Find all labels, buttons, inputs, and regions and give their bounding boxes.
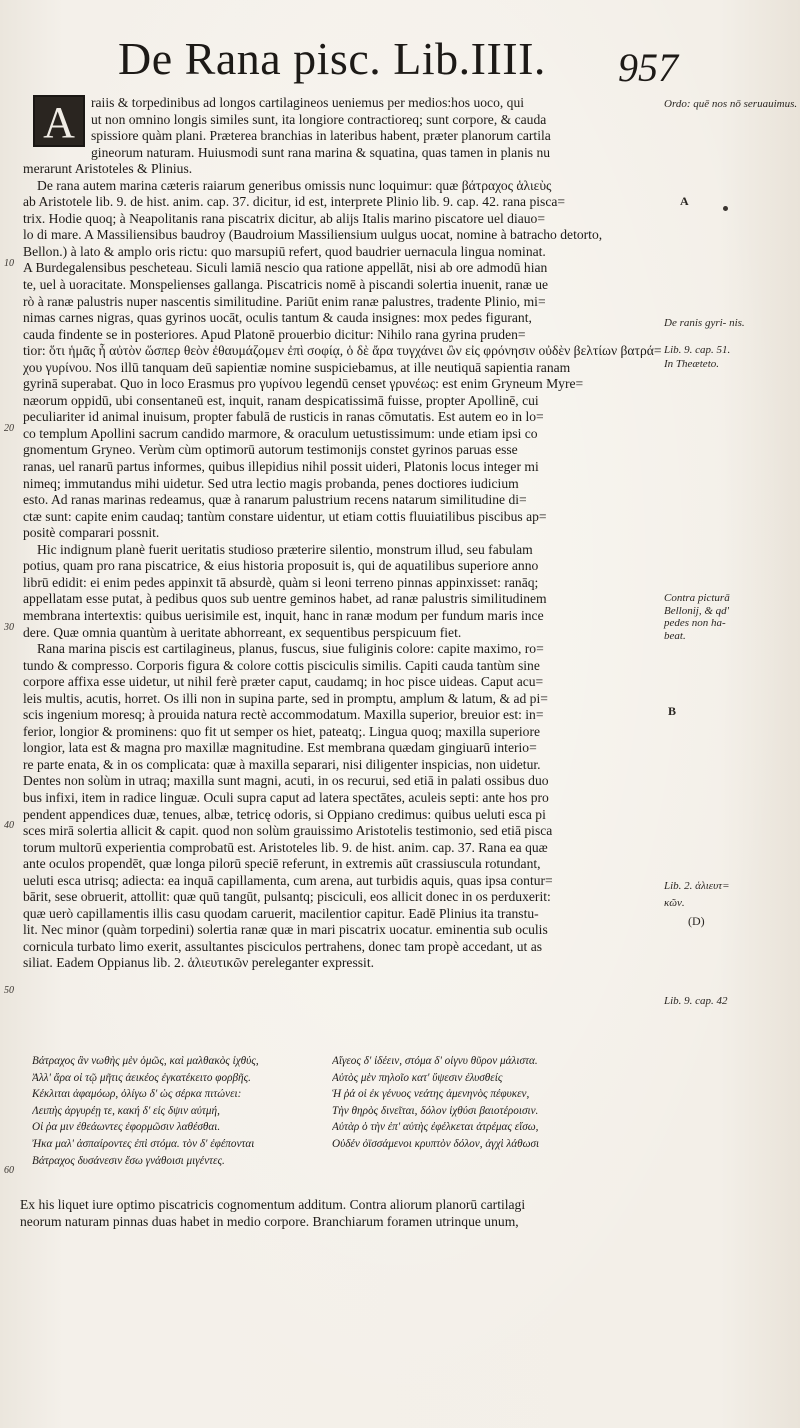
text-line: ab Aristotele lib. 9. de hist. anim. cap. 37. dicitur, id est, interprete Plinio lib. 9. cap. 42. rana pisca= xyxy=(23,194,566,210)
text-line: Ex his liquet iure optimo piscatricis cognomentum additum. Contra aliorum planorū cartilagi xyxy=(20,1197,526,1212)
verse-line: Βάτραχος ἂν νωθὴς μὲν ὁμῶς, καὶ μαλθακὸς ἰχθύς, xyxy=(32,1055,259,1067)
text-line: nimas carnes nigras, quas gyrinos uocāt, oculis tantum & cauda insignes: mox pedes figurant, xyxy=(23,310,532,326)
margin-note-lib2: Lib. 2. ἁλιευτ= xyxy=(664,880,730,892)
text-line: torum multorū experientia comprobatū est. Aristoteles lib. 9. de hist. anim. cap. 37. Rana ea quæ xyxy=(23,839,548,855)
verse-line: Ἠκα μαλ' ἀσπαίροντες ἐπὶ στόμα. τὸν δ' ἐφέπονται xyxy=(32,1137,255,1150)
margin-note-de-ranis: De ranis gyri- nis. xyxy=(664,317,745,329)
main-text xyxy=(23,95,663,972)
text-line: te, uel à uoracitate. Monspelienses gallanga. Piscatricis nomē à piscandi solertia inuenit, ranæ ue xyxy=(23,277,549,293)
text-line: ferior, longior & prominens: quo fit ut semper os hiet, pateatq;. Lingua quoq; maxilla superiore xyxy=(23,723,541,739)
line-number: 20 xyxy=(4,423,14,434)
drop-cap-initial: A xyxy=(33,95,85,147)
verse-column-right xyxy=(332,1053,632,1153)
text-line: lo di mare. A Massiliensibus baudroy (Baudroium Massiliensium uulgus uocat, nomine à batracho detorto, xyxy=(23,227,603,243)
text-line: librū edidit: ei enim pedes appinxit tā absurdè, quàm si leoni terreno pinnas appinxisset: ranāq; xyxy=(23,574,539,590)
text-line: tundo & compresso. Corporis figura & colore cottis pisciculis similis. Capiti cauda tantùm sine xyxy=(23,657,540,673)
section-letter-d: (D) xyxy=(688,914,705,928)
text-line: esto. Ad ranas marinas redeamus, quæ à ranarum palustrium recens natarum similitudine di= xyxy=(23,492,527,508)
text-line: gnomentum Gryneo. Verùm cùm optimorū autorum testimonijs constet gyrinos paruas esse xyxy=(23,442,518,458)
text-line: merarunt Aristoteles & Plinius. xyxy=(23,161,193,177)
text-line: χου γυρίνου. Nos illū tanquam deū sapientiæ nomine suspiciebamus, at ille neutiquā sapientia ranam xyxy=(23,359,571,375)
margin-note-contra: Contra picturā Bellonij, & qd' pedes non ha- beat. xyxy=(664,592,730,642)
margin-note-theaeteto: In Theæteto. xyxy=(664,358,719,370)
text-line: ranas, uel ranarū partus informes, quibus illepidius nihil possit uideri, Platonis locus integer mi xyxy=(23,459,539,475)
text-line: Rana marina piscis est cartilagineus, planus, fuscus, siue fuliginis colore: capite maximo, ro= xyxy=(37,641,544,657)
verse-column-left xyxy=(32,1053,332,1169)
verse-line: Οὐδέν ὀϊσσάμενοι κρυπτὸν δόλον, ἀγχὶ λάθωσι xyxy=(332,1137,540,1150)
text-line: nimeq; immutandus mihi uidetur. Sed utra lectio magis probanda, penes doctiores iudicium xyxy=(23,475,519,491)
margin-note-lib9: Lib. 9. cap. 51. xyxy=(664,344,731,356)
text-line: bārit, sese obruerit, attollit: quæ quū tangūt, pulsantq; pisciculi, eos allicit donec in os perduxerit: xyxy=(23,889,551,905)
page-title: De Rana pisc. Lib.IIII. xyxy=(118,33,546,84)
verse-line: Αὐτὰρ ὁ τὴν ἐπ' αὐτὴς ἐφέλκεται ἀτρέμας εἴσω, xyxy=(332,1121,539,1134)
text-line: leis multis, acutis, horret. Os illi non in supina parte, sed in promptu, amplum & latum, & ad pi= xyxy=(23,690,548,706)
text-line: Dentes non solùm in utraq; maxilla sunt magni, acuti, in os recurui, sed etiā in palati ossibus duo xyxy=(23,773,549,789)
verse-line: Βάτραχος δυσάνεσιν ἔσω γνάθοισι μιγέντες. xyxy=(32,1154,225,1167)
text-line: lit. Nec minor (quàm torpedini) solertia ranæ quæ in mari piscatrix uocatur. eminentia sub oculis xyxy=(23,922,548,938)
text-line: ueluti esca utrisq; adiecta: ea inquā capillamenta, cum arena, aut turbidis aquis, quas ipsa contur= xyxy=(23,872,553,888)
text-line: dere. Quæ omnia quantùm à ueritate abhorreant, ex sequentibus perspicuum fiet. xyxy=(23,624,462,640)
line-number: 60 xyxy=(4,1165,14,1176)
text-line: siliat. Eadem Oppianus lib. 2. ἁλιευτικῶν pereleganter expressit. xyxy=(23,955,375,971)
text-line: ut non omnino longis similes sunt, ita longiore contractioreq; sunt corpore, & cauda xyxy=(91,111,547,127)
text-line: corpore affixa esse uidetur, ut nihil ferè præter caput, caudamq; in hoc pisce uideas. Caput acu= xyxy=(23,674,544,690)
text-line: næorum oppidū, ubi consentaneū est, inquit, ranam despicatissimā fuisse, propter Apollinē, cui xyxy=(23,392,539,408)
text-line: membrana intertextis: quibus uerisimile est, inquit, hanc in ranæ modum per fundum maris ince xyxy=(23,607,544,623)
margin-dot xyxy=(723,206,728,211)
verse-line: Αἴγεος δ' ἰδέειν, στόμα δ' οἰγνυ θῦρον μάλιστα. xyxy=(332,1055,538,1067)
verse-line: Αὐτὸς μὲν πηλοῖο κατ' ὕψεσιν ἐλυσθείς xyxy=(332,1071,503,1084)
text-line: Hic indignum planè fuerit ueritatis studioso præterire silentio, monstrum illud, seu fabulam xyxy=(37,541,533,557)
text-line: co templum Apollini sacrum candido marmore, & oraculum uetustissimum: unde etiam ipsi co xyxy=(23,425,538,441)
text-line: A Burdegalensibus pescheteau. Siculi lamiā nescio qua ratione appellāt, nisi ab ore admodū hian xyxy=(23,260,548,276)
closing-paragraph xyxy=(20,1196,660,1230)
text-line: appellatam esse putat, à pedibus quos sub uentre geminos habet, ad ranæ palustris similitudinem xyxy=(23,591,547,607)
section-letter-b: B xyxy=(668,704,677,718)
line-number: 50 xyxy=(4,985,14,996)
text-line: cauda findente se in posteriores. Apud Platonē prouerbio dicitur: Nihilo rana gyrina pruden= xyxy=(23,326,526,342)
margin-note-lib2b: κῶν. xyxy=(664,897,685,909)
margin-notes xyxy=(664,0,800,1428)
text-line: Bellon.) à lato & amplo oris rictu: quo marsupiū refert, quod baudrier uernacula lingua nominat. xyxy=(23,243,546,259)
line-number: 10 xyxy=(4,258,14,269)
text-line: De rana autem marina cæteris raiarum generibus omissis nunc loquimur: quæ βάτραχος ἁλιεὺς xyxy=(37,177,552,193)
line-number: 40 xyxy=(4,820,14,831)
text-line: scis ingenium moresq; à prouida natura rectè accommodatum. Maxilla superior, breuior est: in= xyxy=(23,707,544,723)
text-line: re parte enata, & in os complicata: quæ à maxilla separari, nisi diligenter inspicias, non uidetur. xyxy=(23,756,541,772)
text-line: ctæ sunt: capite enim caudaq; tantùm constare uidentur, ut etiam cottis fluuiatilibus piscibus ap= xyxy=(23,508,547,524)
text-line: trix. Hodie quoq; à Neapolitanis rana piscatrix dicitur, ab alijs Italis marino piscatore uel diauo= xyxy=(23,210,546,226)
verse-line: Κέκλιται ἀφαμόωρ, ὀλίγω δ' ὡς σέρκα πιτώνει: xyxy=(32,1088,242,1101)
text-line: quæ uerò capillamentis illis casu quodam caruerit, macilentior capitur. Eadē Plinius ita transtu- xyxy=(23,905,539,921)
text-line: rò à ranæ palustris nuper nascentis similitudine. Pariūt enim ranæ palustres, tradente Plinio, mi= xyxy=(23,293,546,309)
verse-line: Οἱ ῥα μιν ἐθεάωντες ἐφορμῶσιν λαθέσθαι. xyxy=(32,1121,221,1134)
text-line: gineorum naturam. Huiusmodi sunt rana marina & squatina, quas tamen in planis nu xyxy=(91,144,551,160)
text-line: spissiore quàm plani. Præterea branchias in lateribus habent, præter planorum cartila xyxy=(91,128,551,144)
greek-verse-block xyxy=(32,1053,652,1193)
text-line: tior: ὅτι ἡμᾶς ἦ αὐτὸν ὥσπερ θεὸν ἐθαυμάζομεν ἐπὶ σοφίᾳ, ὁ δὲ ἄρα τυγχάνει ὢν εἰς φρόνησιν οὐδὲν βελτίων βατρά= xyxy=(23,343,662,359)
line-number: 30 xyxy=(4,622,14,633)
text-line: potius, quam pro rana piscatrice, & eius historia proposuit is, qui de aquatilibus superiore anno xyxy=(23,558,539,574)
verse-line: Ἡ ῥά οἱ ἐκ γένυος νεάτης ἀμενηνὸς πέφυκεν, xyxy=(332,1088,530,1101)
section-letter-a: A xyxy=(680,194,689,208)
text-line: gyrinā superabat. Quo in loco Erasmus pro γυρίνου legendū censet γρυνέως: est enim Gryneum Myre= xyxy=(23,376,584,392)
text-line: longior, lata est & magna pro maxillæ magnitudine. Est membrana quædam gingiuarū interio= xyxy=(23,740,537,756)
margin-note-lib9b: Lib. 9. cap. 42 xyxy=(664,995,728,1007)
text-line: ante oculos propendēt, quæ longa pilorū speciē referunt, in extremis aūt crassiuscula rotundant, xyxy=(23,856,541,872)
running-head xyxy=(118,30,678,94)
text-line: neorum naturam pinnas duas habet in medio corpore. Branchiarum foramen utrinque unum, xyxy=(20,1214,519,1229)
text-line: raiis & torpedinibus ad longos cartilagineos ueniemus per medios:hos uoco, qui xyxy=(91,95,525,110)
text-line: pendent appendices duæ, tenues, albæ, tetricę odoris, si Oppiano credimus: quibus ueluti esca pi xyxy=(23,806,546,822)
text-line: cornicula turbato limo exerit, assultantes pisciculos pertrahens, donec tam propè accedant, ut as xyxy=(23,938,543,954)
page-number: 957 xyxy=(618,45,678,90)
text-line: bus infixi, item in radice linguæ. Oculi supra caput ad latera spectātes, aculeis septi: ante hos pro xyxy=(23,789,549,805)
margin-note-ordo: Ordo: quē nos nō seruauimus. xyxy=(664,98,798,110)
verse-line: Τὴν θηρὸς δινεῖται, δόλον ἰχθύσι βαιοτέροισιν. xyxy=(332,1104,539,1117)
verse-line: Ἀλλ' ἄρα οἱ τῷ μῆτις ἀεικέος ἐγκατέκειτο φορβῆς. xyxy=(32,1071,251,1084)
text-line: sces mirā solertia allicit & capit. quod non solùm grauissimo Aristotelis testimonio, sed etiā pisca xyxy=(23,823,553,839)
text-line: positè comparari possnit. xyxy=(23,525,160,541)
verse-line: Λειπὴς ἀργυρέῃ τε, κακή δ' εἰς δψιν αὐτμή, xyxy=(32,1104,220,1117)
text-line: peculiariter id animal inuisum, propter fabulā de rusticis in ranas cōmutatis. Est autem eo in lo= xyxy=(23,409,544,425)
